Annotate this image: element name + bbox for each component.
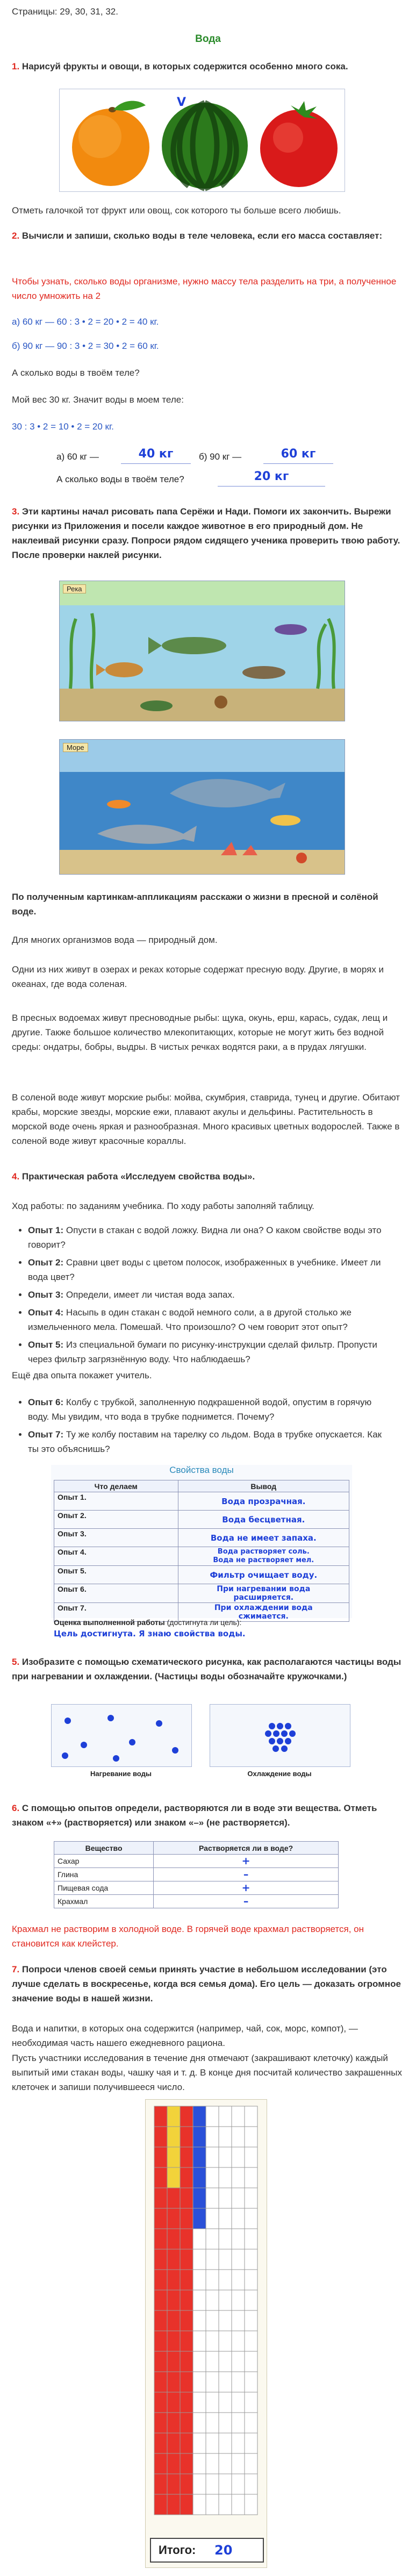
cooling-label: Охлаждение воды [247,1770,312,1778]
grid-cell[interactable] [167,2290,180,2310]
grid-cell[interactable] [193,2249,206,2270]
grid-cell[interactable] [206,2147,219,2167]
grid-cell[interactable] [167,2494,180,2515]
task2-calc: 30 : 3 • 2 = 10 • 2 = 20 кг. [12,421,114,432]
grid-cell[interactable] [154,2310,167,2331]
grid-cell[interactable] [154,2351,167,2372]
water-intake-card [145,2099,267,2568]
grid-cell[interactable] [154,2331,167,2351]
grid-cell[interactable] [245,2453,257,2474]
grid-cell[interactable] [193,2208,206,2229]
water-intake-grid [146,2100,267,2530]
w2-prefix: б) 90 кг — [199,452,242,462]
task4-heading: 4. Практическая работа «Исследуем свойства воды». [12,1171,255,1182]
grid-cell[interactable] [219,2392,232,2413]
table-row: Опыт 4. Вода растворяет соль. Вода не растворяет мел. [54,1547,349,1566]
exp-2: • Опыт 2: Сравни цвет воды с цветом полосок, изображенных в учебнике. Имеет ли вода цвет? [28,1255,392,1284]
task2-a: а) 60 кг — 60 : 3 • 2 = 20 • 2 = 40 кг. [12,317,159,327]
sea-drawing [60,740,345,874]
grid-cell[interactable] [232,2188,245,2208]
grid-cell[interactable] [180,2453,193,2474]
grid-cell[interactable] [193,2106,206,2127]
grid-cell[interactable] [154,2188,167,2208]
grid-cell[interactable] [180,2392,193,2413]
grid-cell[interactable] [232,2290,245,2310]
grid-cell[interactable] [154,2494,167,2515]
grid-cell[interactable] [154,2167,167,2188]
grid-cell[interactable] [219,2433,232,2453]
table-row: Опыт 2. Вода бесцветная. [54,1511,349,1529]
grid-cell[interactable] [180,2270,193,2290]
grid-cell[interactable] [167,2372,180,2392]
grid-cell[interactable] [193,2167,206,2188]
grid-cell[interactable] [180,2229,193,2249]
grid-cell[interactable] [206,2208,219,2229]
grid-cell[interactable] [219,2310,232,2331]
grid-cell[interactable] [154,2208,167,2229]
task2-b: б) 90 кг — 90 : 3 • 2 = 30 • 2 = 60 кг. [12,341,159,351]
grid-cell[interactable] [232,2453,245,2474]
grid-cell[interactable] [154,2453,167,2474]
grid-cell[interactable] [245,2270,257,2290]
grid-cell[interactable] [167,2127,180,2147]
task7-p1: Вода и напитки, в которых она содержится (например, чай, сок, морс, компот), — необходимая часть нашего ежедневного рациона. [12,2023,358,2048]
frog-icon [140,700,173,711]
grid-cell[interactable] [232,2372,245,2392]
grid-cell[interactable] [167,2331,180,2351]
task3-story-question: По полученным картинкам-аппликациям расскажи о жизни в пресной и солёной воде. [12,892,378,917]
task3-heading: 3. Эти картины начал рисовать папа Серёжи и Нади. Помоги их закончить. Вырежи рисунки из Приложения и посели каждое животное в его природный дом. Не наклеивай рисунки сразу. Попроси рядом сидящего ученика проверить твою работу. После проверки наклей рисунки. [12,506,400,560]
grid-cell[interactable] [245,2127,257,2147]
col-result: Вывод [178,1480,349,1492]
task1-illustration [59,89,345,192]
grid-cell[interactable] [245,2351,257,2372]
eval-answer: Цель достигнута. Я знаю свойства воды. [54,1629,246,1638]
grid-cell[interactable] [232,2494,245,2515]
grid-cell[interactable] [180,2494,193,2515]
fish-icon [242,666,285,679]
grid-cell[interactable] [193,2147,206,2167]
task2-workbook [56,446,357,500]
table-row: Опыт 7. При охлаждении вода сжимается. [54,1603,349,1622]
task4-experiments-2 [16,1395,392,1459]
heating-label: Нагревание воды [90,1770,152,1778]
grid-cell[interactable] [245,2392,257,2413]
exp-5: • Опыт 5: Из специальной бумаги по рисунку-инструкции сделай фильтр. Пропусти через фильтр загрязнённую воду. Что наблюдаешь? [28,1337,392,1366]
grid-cell[interactable] [206,2249,219,2270]
grid-cell[interactable] [193,2229,206,2249]
task3-p1: Для многих организмов вода — природный дом. [12,935,218,945]
grid-cell[interactable] [206,2331,219,2351]
grid-cell[interactable] [167,2474,180,2494]
grid-cell[interactable] [206,2188,219,2208]
grid-cell[interactable] [219,2147,232,2167]
grid-cell[interactable] [206,2351,219,2372]
grid-cell[interactable] [206,2290,219,2310]
task1-heading: 1. Нарисуй фрукты и овощи, в которых содержится особенно много сока. [12,61,348,71]
cooling-particles [210,1705,350,1766]
grid-cell[interactable] [193,2331,206,2351]
fish-icon [270,815,300,826]
grid-cell[interactable] [193,2494,206,2515]
grid-cell[interactable] [167,2147,180,2167]
grid-cell[interactable] [154,2290,167,2310]
grid-cell[interactable] [193,2453,206,2474]
grid-cell[interactable] [167,2351,180,2372]
grid-cell[interactable] [154,2392,167,2413]
grid-cell[interactable] [206,2372,219,2392]
grid-cell[interactable] [232,2433,245,2453]
grid-cell[interactable] [180,2413,193,2433]
grid-cell[interactable] [193,2413,206,2433]
grid-cell[interactable] [219,2474,232,2494]
grid-cell[interactable] [167,2433,180,2453]
fruits-drawing [60,89,345,191]
grid-cell[interactable] [232,2147,245,2167]
grid-cell[interactable] [232,2229,245,2249]
grid-cell[interactable] [167,2208,180,2229]
task3-p3: В пресных водоемах живут пресноводные рыбы: щука, окунь, ерш, карась, судак, лещ и другие. Также большое количество млекопитающих, которые не могут жить без водной среды: ондатры, бобры, выдры. В чистых речках водятся раки, а в прудах лягушки. [12,1013,388,1052]
exp-1: • Опыт 1: Опусти в стакан с водой ложку. Видна ли она? О каком свойстве воды это говорит? [28,1223,392,1252]
table-row: Опыт 6. При нагревании вода расширяется. [54,1584,349,1603]
w1-prefix: а) 60 кг — [56,452,99,462]
grid-cell[interactable] [193,2270,206,2290]
grid-cell[interactable] [206,2494,219,2515]
grid-cell[interactable] [219,2290,232,2310]
grid-cell[interactable] [245,2106,257,2127]
grid-cell[interactable] [232,2392,245,2413]
grid-cell[interactable] [219,2494,232,2515]
task4-more: Ещё два опыта покажет учитель. [12,1370,152,1380]
river-label: Река [63,584,86,593]
table-row: Сахар + [54,1855,339,1868]
table-row: Пищевая сода + [54,1881,339,1895]
exp-3: • Опыт 3: Определи, имеет ли чистая вода запах. [28,1287,392,1302]
grid-cell[interactable] [232,2167,245,2188]
grid-cell[interactable] [180,2372,193,2392]
grid-cell[interactable] [232,2270,245,2290]
table-row: Крахмал – [54,1895,339,1908]
grid-cell[interactable] [245,2433,257,2453]
grid-cell[interactable] [232,2208,245,2229]
total-label: Итого: [159,2543,196,2557]
cooling-box [210,1704,350,1767]
task7-p2: Пусть участники исследования в течение дня отмечают (закрашивают клеточку) каждый выпитый ими стакан воды, чашку чая и т. д. В конце дня посчитай количество закрашенных клеточек и запиши получившееся число. [12,2053,402,2092]
grid-cell[interactable] [245,2494,257,2515]
grid-cell[interactable] [180,2331,193,2351]
exp-4: • Опыт 4: Насыпь в один стакан с водой немного соли, а в другой столько же измельченного мела. Помешай. Что произошло? О чем говорит этот опыт? [28,1305,392,1334]
grid-cell[interactable] [245,2229,257,2249]
grid-cell[interactable] [206,2310,219,2331]
grid-cell[interactable] [180,2433,193,2453]
grid-cell[interactable] [245,2208,257,2229]
leaf-icon [113,101,146,111]
properties-table-title: Свойства воды [169,1465,234,1475]
grid-cell[interactable] [180,2310,193,2331]
task2-heading: 2. Вычисли и запиши, сколько воды в теле человека, если его масса составляет: [12,231,383,241]
grid-cell[interactable] [206,2413,219,2433]
task6-heading: 6. С помощью опытов определи, растворяются ли в воде эти вещества. Отметь знаком «+» (растворяется) или знаком «–» (не растворяется). [12,1803,377,1828]
grid-cell[interactable] [219,2249,232,2270]
grid-cell[interactable] [219,2167,232,2188]
grid-cell[interactable] [167,2249,180,2270]
grid-cell[interactable] [245,2147,257,2167]
task2-hint: Чтобы узнать, сколько воды организме, нужно массу тела разделить на три, а полученное число умножить на 2 [12,276,397,301]
task4-experiments [16,1223,392,1370]
grid-cell[interactable] [219,2127,232,2147]
grid-cell[interactable] [219,2351,232,2372]
river-drawing [60,581,345,721]
task3-p2: Одни из них живут в озерах и реках которые содержат пресную воду. Другие, в морях и океанах, где вода соленая. [12,964,384,989]
grid-cell[interactable] [245,2249,257,2270]
grid-cell[interactable] [232,2249,245,2270]
grid-cell[interactable] [193,2372,206,2392]
grid-cell[interactable] [193,2474,206,2494]
grid-cell[interactable] [219,2229,232,2249]
table-row: Глина – [54,1868,339,1881]
grid-cell[interactable] [219,2413,232,2433]
task7-heading: 7. Попроси членов своей семьи принять участие в небольшом исследовании (это лучше сделать в воскресенье, когда вся семья дома). Его цель — доказать огромное значение воды в нашей жизни. [12,1964,401,2003]
grid-cell[interactable] [167,2413,180,2433]
grid-cell[interactable] [167,2453,180,2474]
grid-cell[interactable] [154,2249,167,2270]
task1-note: Отметь галочкой тот фрукт или овощ, сок которого ты больше всего любишь. [12,205,341,216]
grid-cell[interactable] [245,2413,257,2433]
exp-7: • Опыт 7: Ту же колбу поставим на тарелку со льдом. Вода в трубке опускается. Как ты это объяснишь? [28,1427,392,1456]
grid-cell[interactable] [232,2106,245,2127]
grid-cell[interactable] [219,2331,232,2351]
grid-cell[interactable] [245,2290,257,2310]
w1-answer: 40 кг [138,447,174,461]
grid-cell[interactable] [232,2331,245,2351]
grid-cell[interactable] [206,2106,219,2127]
grid-cell[interactable] [180,2167,193,2188]
grid-cell[interactable] [180,2474,193,2494]
grid-cell[interactable] [154,2229,167,2249]
properties-table [54,1480,349,1622]
river-picture [59,581,345,721]
grid-cell[interactable] [193,2188,206,2208]
grid-cell[interactable] [180,2249,193,2270]
grid-cell[interactable] [193,2351,206,2372]
grid-cell[interactable] [193,2310,206,2331]
grid-cell[interactable] [245,2372,257,2392]
task2-weight: Мой вес 30 кг. Значит воды в моем теле: [12,395,184,405]
grid-cell[interactable] [193,2290,206,2310]
grid-cell[interactable] [193,2392,206,2413]
checkmark: V [177,96,187,109]
grid-cell[interactable] [219,2372,232,2392]
pike-icon [162,637,226,654]
grid-cell[interactable] [245,2188,257,2208]
grid-cell[interactable] [180,2106,193,2127]
solubility-table: Вещество Растворяется ли в воде? Сахар + Глина – Пищевая сода + Крахмал – [54,1841,339,1908]
grid-cell[interactable] [167,2392,180,2413]
grid-cell[interactable] [180,2290,193,2310]
task4-intro: Ход работы: по заданиям учебника. По ходу работы заполняй таблицу. [12,1201,314,1211]
grid-cell[interactable] [232,2413,245,2433]
grid-cell[interactable] [206,2453,219,2474]
grid-cell[interactable] [206,2433,219,2453]
task3-p4: В соленой воде живут морские рыбы: мойва, скумбрия, ставрида, тунец и другие. Обитают крабы, морские звезды, морские ежи, плавают акулы и дельфины. Растительность в морской воде очень яркая и разнообразная. Много красивых цветных водорослей. Также в соленой воде живут красочные кораллы. [12,1092,400,1146]
grid-cell[interactable] [180,2351,193,2372]
grid-cell[interactable] [167,2310,180,2331]
properties-table-card [51,1465,352,1621]
w3-answer: 20 кг [254,470,289,483]
task6-note: Крахмал не растворим в холодной воде. В горячей воде крахмал растворяется, он становится как клейстер. [12,1924,364,1949]
page-title: Вода [195,33,221,45]
grid-cell[interactable] [232,2474,245,2494]
grid-cell[interactable] [154,2270,167,2290]
grid-cell[interactable] [206,2167,219,2188]
task2-question: А сколько воды в твоём теле? [12,368,140,378]
grid-cell[interactable] [167,2188,180,2208]
grid-cell[interactable] [232,2127,245,2147]
grid-cell[interactable] [154,2127,167,2147]
table-row: Опыт 3. Вода не имеет запаха. [54,1529,349,1547]
grid-cell[interactable] [245,2331,257,2351]
perch-icon [105,662,143,677]
grid-cell[interactable] [219,2106,232,2127]
grid-cell[interactable] [193,2433,206,2453]
grid-cell[interactable] [154,2433,167,2453]
grid-cell[interactable] [245,2474,257,2494]
starfish-icon [296,853,307,863]
col-what: Что делаем [54,1480,178,1492]
sea-label: Море [63,743,88,752]
grid-cell[interactable] [180,2208,193,2229]
sea-picture [59,739,345,875]
eval-line: Оценка выполненной работы (достигнута ли цель): [54,1618,242,1627]
grid-cell[interactable] [219,2453,232,2474]
grid-cell[interactable] [180,2127,193,2147]
grid-cell[interactable] [206,2229,219,2249]
w2-answer: 60 кг [281,447,316,461]
grid-cell[interactable] [154,2413,167,2433]
crayfish-icon [214,696,227,709]
heating-particles [52,1705,191,1766]
grid-cell[interactable] [245,2167,257,2188]
table-row: Опыт 5. Фильтр очищает воду. [54,1566,349,1584]
grid-cell[interactable] [154,2372,167,2392]
tomato-icon [260,110,338,187]
grid-cell[interactable] [180,2147,193,2167]
grid-cell[interactable] [206,2270,219,2290]
grid-cell[interactable] [219,2270,232,2290]
grid-cell[interactable] [206,2392,219,2413]
particles-figure [51,1704,352,1785]
grid-cell[interactable] [219,2208,232,2229]
total-box [150,2538,264,2563]
grid-cell[interactable] [154,2106,167,2127]
grid-cell[interactable] [193,2127,206,2147]
grid-cell[interactable] [206,2474,219,2494]
grid-cell[interactable] [219,2188,232,2208]
table-row: Опыт 1. Вода прозрачная. [54,1492,349,1511]
w3-question: А сколько воды в твоём теле? [56,474,184,484]
grid-cell[interactable] [232,2351,245,2372]
grid-cell[interactable] [167,2106,180,2127]
grid-cell[interactable] [154,2474,167,2494]
exp-6: • Опыт 6: Колбу с трубкой, заполненную подкрашенной водой, опустим в горячую воду. Мы увидим, что вода в трубке поднимется. Почему? [28,1395,392,1424]
grid-cell[interactable] [167,2270,180,2290]
pages-line: Страницы: 29, 30, 31, 32. [12,6,118,17]
heating-box [51,1704,192,1767]
grid-cell[interactable] [167,2229,180,2249]
task5-heading: 5. Изобразите с помощью схематического рисунка, как располагаются частицы воды при нагревании и охлаждении. (Частицы воды обозначайте кружочками.) [12,1657,401,1681]
grid-cell[interactable] [206,2127,219,2147]
grid-cell[interactable] [167,2167,180,2188]
grid-cell[interactable] [154,2147,167,2167]
grid-cell[interactable] [232,2310,245,2331]
grid-cell[interactable] [245,2310,257,2331]
total-value: 20 [214,2543,233,2558]
grid-cell[interactable] [180,2188,193,2208]
